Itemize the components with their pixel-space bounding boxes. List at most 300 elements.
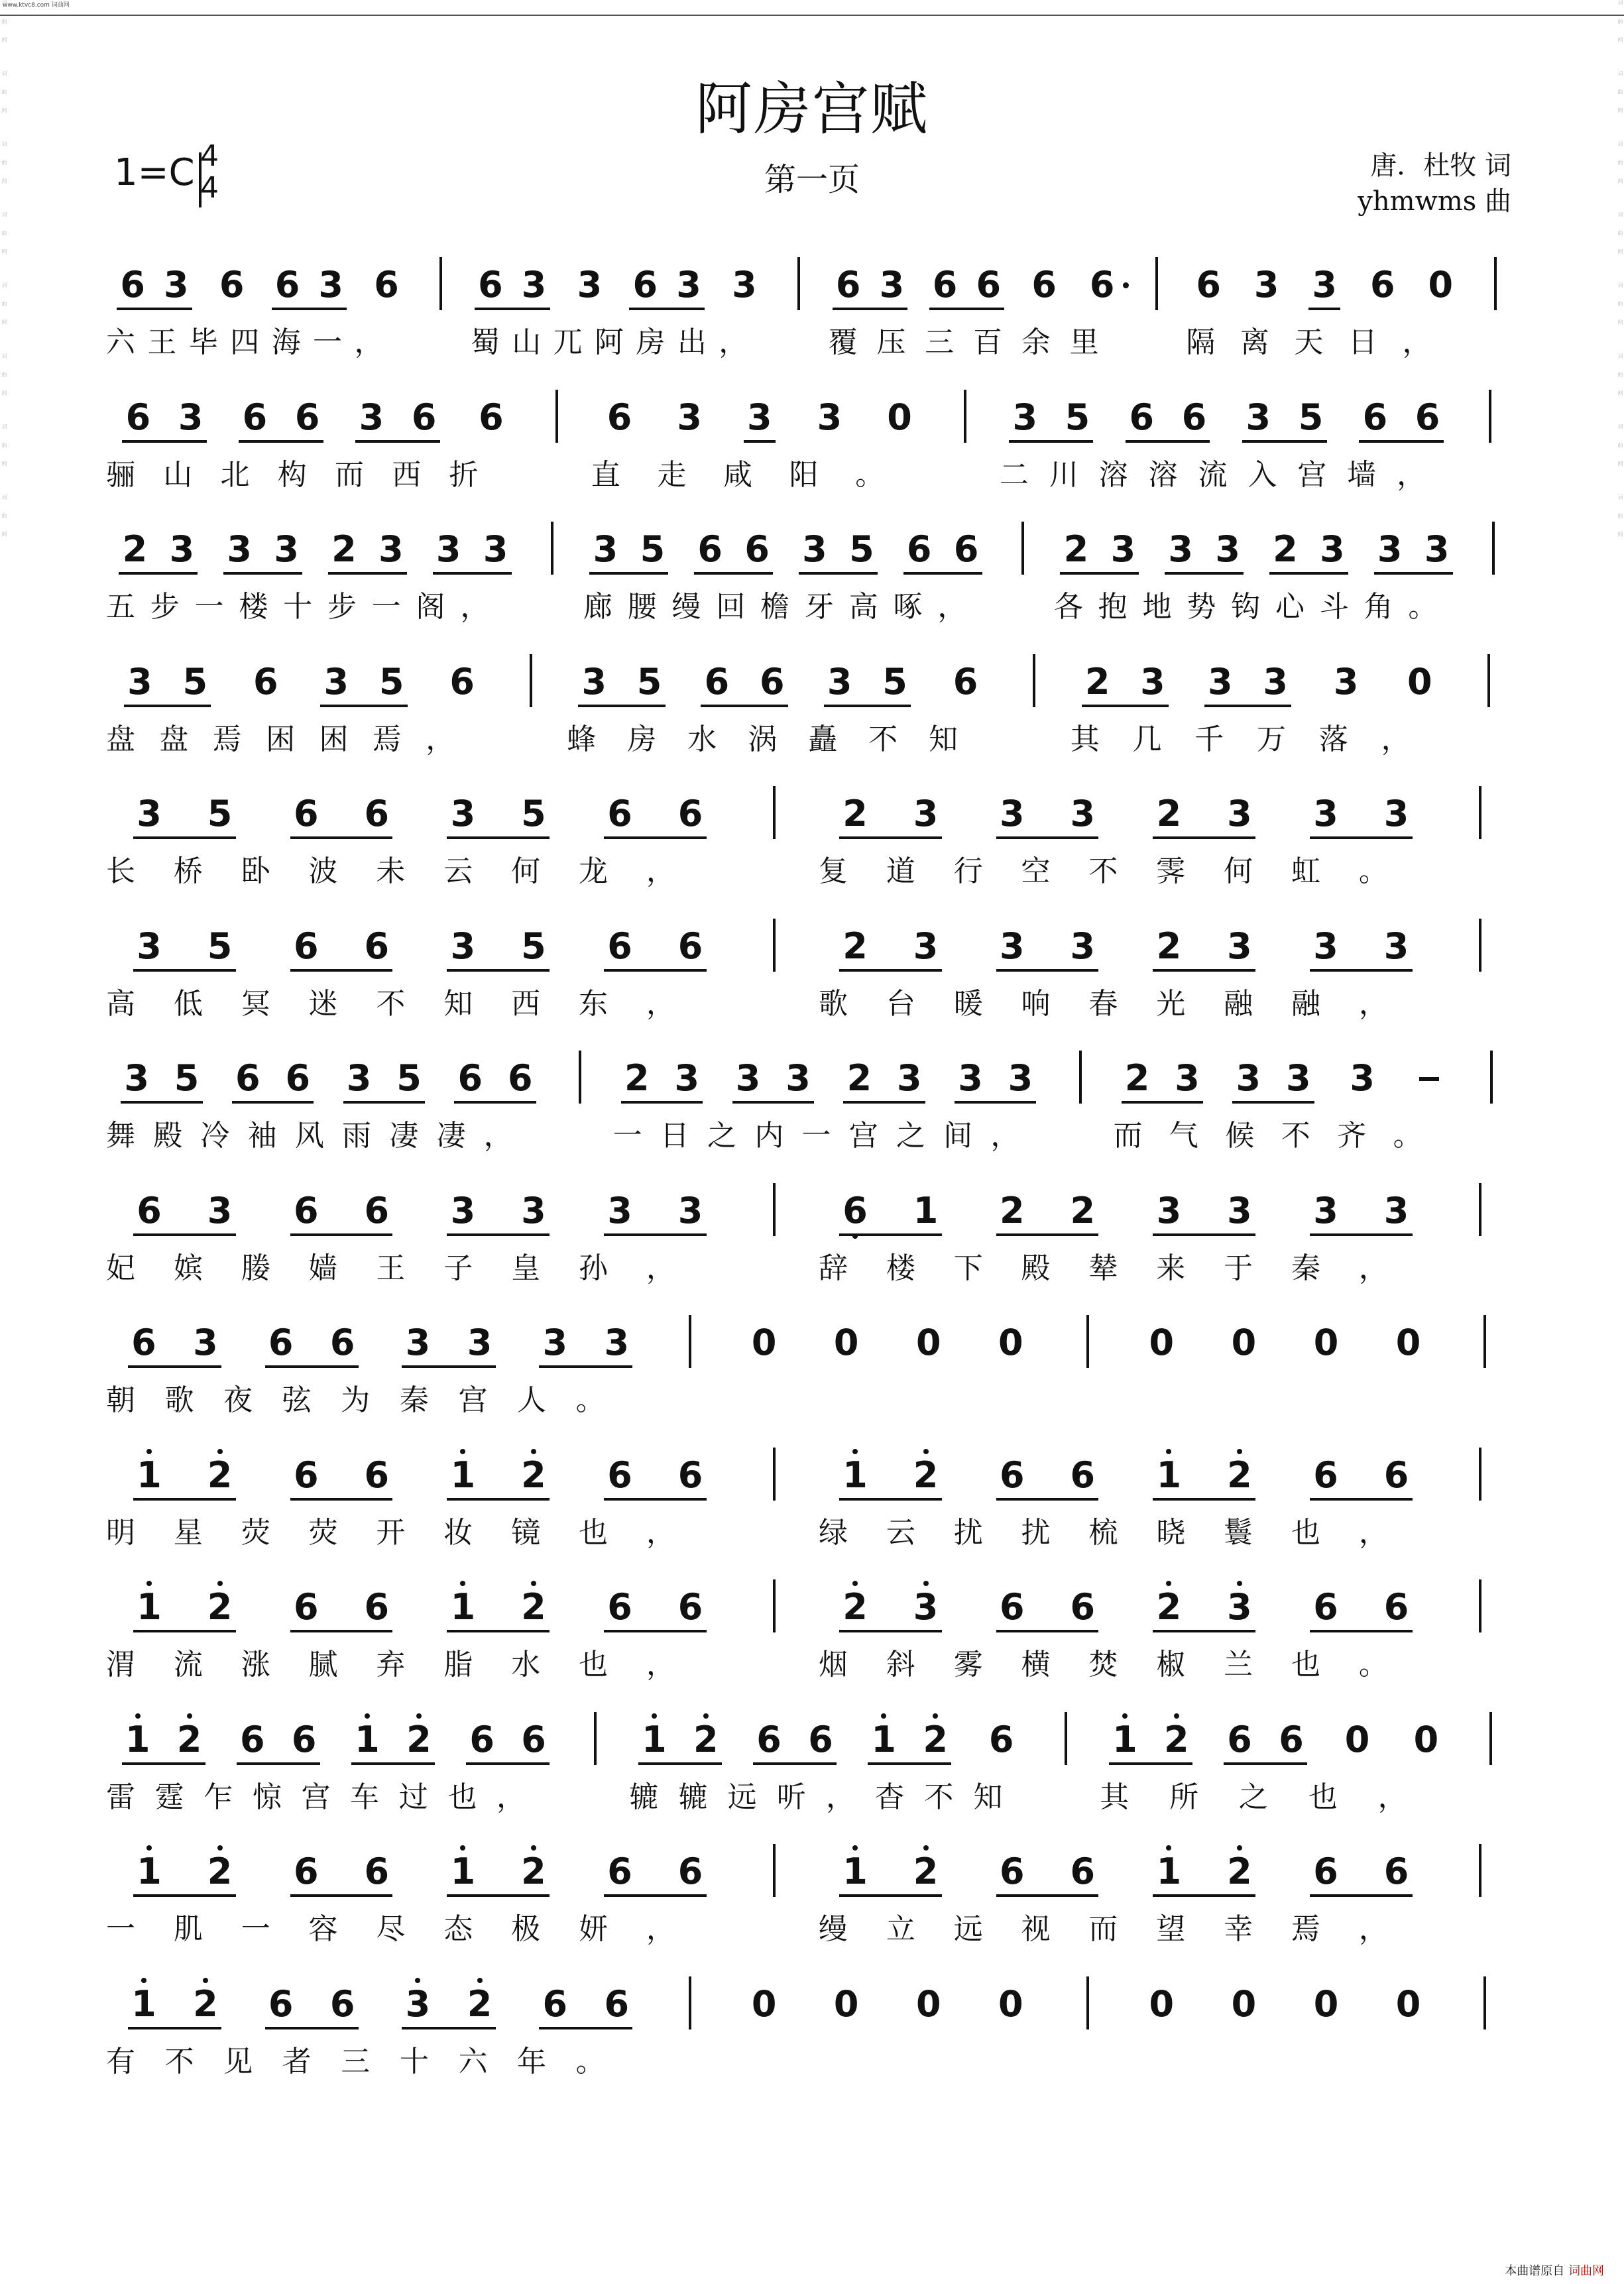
note: 6 [677, 793, 703, 834]
beam [1153, 1498, 1255, 1501]
beam [447, 1894, 550, 1897]
note: 6 [1085, 265, 1120, 305]
beam [578, 705, 665, 707]
note: 6 [1362, 396, 1388, 438]
note: 3 [732, 264, 757, 306]
time-signature [198, 141, 221, 204]
barline [1490, 1051, 1493, 1104]
note: 3 [207, 1189, 233, 1231]
note: 6 [364, 1189, 390, 1231]
note: 5 [636, 660, 662, 703]
lyric-phrase: 辘辘远听，杳不知 [629, 1780, 1023, 1814]
notation-line [0, 378, 1624, 451]
beam [475, 308, 550, 310]
lyric-phrase: 廊腰缦回檐牙高啄， [583, 590, 982, 624]
beam [128, 2027, 221, 2029]
barline [1479, 786, 1481, 839]
note: 2 [331, 528, 357, 570]
lyric-phrase: 有不见者三十六年。 [106, 2044, 635, 2079]
note: 2 [122, 528, 148, 570]
beam [1122, 1101, 1203, 1104]
note: 3 [318, 264, 343, 306]
note: 1 [132, 1456, 166, 1495]
note: 2 [1159, 1720, 1194, 1760]
beam [133, 1630, 236, 1632]
note: 5 [182, 660, 208, 703]
beam [124, 705, 211, 707]
beam [1126, 440, 1210, 443]
note: 3 [677, 1189, 703, 1231]
note: 3 [674, 1057, 700, 1099]
beam [320, 705, 407, 707]
notation-line [0, 1303, 1624, 1376]
beam [1165, 572, 1244, 575]
beam [604, 1894, 707, 1897]
note: 3 [1227, 793, 1252, 834]
note: 6 [906, 528, 932, 570]
lyricist: 唐．杜牧 词 [1370, 150, 1511, 181]
note: 2 [516, 1852, 551, 1892]
note: 6 [285, 1057, 311, 1099]
beam [839, 1894, 942, 1897]
barline [773, 919, 776, 972]
note: 6 [677, 1586, 703, 1628]
note: 3 [521, 264, 547, 306]
note: 1 [1151, 1456, 1186, 1495]
note: 6 [479, 396, 504, 438]
notation-line [0, 1700, 1624, 1773]
note: 6 [932, 264, 958, 306]
beam [868, 1762, 951, 1765]
note: 2 [909, 1456, 943, 1495]
note: 3 [450, 925, 476, 967]
beam [996, 969, 1099, 972]
lyric-phrase: 其所之也， [1100, 1780, 1448, 1814]
beam [1232, 1101, 1314, 1104]
note: 0 [751, 1322, 777, 1363]
barline [773, 1448, 776, 1501]
note: 6 [953, 660, 978, 703]
barline [439, 257, 442, 310]
note: 2 [1063, 528, 1089, 570]
beam [447, 1630, 550, 1632]
lyrics-line [0, 1905, 1624, 1945]
note: 3 [999, 925, 1025, 967]
barline [689, 1315, 691, 1368]
note: 2 [203, 1852, 237, 1892]
beam [1310, 836, 1413, 839]
barline [1483, 1315, 1486, 1368]
barline [555, 390, 558, 443]
note: 3 [127, 660, 152, 703]
note: 3 [676, 264, 701, 306]
beam [343, 1101, 425, 1104]
right-watermark: 词曲网 词曲网 词曲网 词曲网 词曲网 词曲网 词曲网 词曲网 [1617, 0, 1623, 550]
beam [1153, 836, 1255, 839]
footer-source: 本曲谱原自 [1505, 2264, 1565, 2278]
lyric-phrase: 蜀山兀阿房出， [470, 325, 760, 359]
note: 3 [124, 1057, 149, 1099]
note: 2 [909, 1852, 943, 1892]
note: 3 [879, 264, 905, 306]
beam [1242, 440, 1326, 443]
note: 3 [1313, 925, 1338, 967]
barline [1086, 1976, 1089, 2029]
note: 2 [1273, 528, 1298, 570]
beam [929, 308, 1005, 310]
note: 6 [131, 1322, 156, 1363]
beam [833, 308, 908, 310]
note: 6 [607, 1586, 632, 1628]
note: 3 [1253, 264, 1279, 306]
beam [1153, 1630, 1255, 1632]
beam [447, 836, 550, 839]
note: 5 [207, 925, 233, 967]
lyric-phrase: 烟斜雾横焚椒兰也。 [819, 1648, 1426, 1682]
note: 6 [469, 1718, 494, 1760]
note: 6 [274, 264, 300, 306]
lyric-phrase: 一肌一容尽态极妍， [106, 1912, 714, 1946]
beam [839, 969, 942, 972]
note: 3 [896, 1057, 922, 1099]
note: 3 [435, 528, 461, 570]
note: 1 [445, 1456, 480, 1495]
note: 3 [1208, 660, 1233, 703]
note: 3 [827, 660, 852, 703]
note: 3 [1383, 1189, 1409, 1231]
note: 6 [999, 1454, 1025, 1496]
beam [955, 1101, 1036, 1104]
lyric-phrase: 五步一楼十步一阁， [106, 590, 505, 624]
footer-site: 词曲网 [1568, 2264, 1604, 2278]
note: 3 [1313, 1189, 1338, 1231]
beam [447, 969, 550, 972]
beam [1153, 1894, 1255, 1897]
barline [530, 654, 532, 707]
note: 3 [581, 660, 607, 703]
note: 6 [457, 1057, 483, 1099]
lyric-phrase: 覆压三百余里 [828, 325, 1118, 359]
note: 2 [918, 1720, 953, 1760]
note: 6 [542, 1982, 568, 2025]
note: 0 [751, 1982, 777, 2025]
lyric-phrase: 直走咸阳。 [591, 457, 921, 492]
beam [1204, 705, 1291, 707]
beam [996, 1233, 1099, 1236]
beam [638, 1762, 722, 1765]
note: 6 [1313, 1454, 1338, 1496]
note: 6 [760, 660, 785, 703]
beam [133, 969, 236, 972]
note: 6 [293, 925, 319, 967]
beam [694, 572, 773, 575]
note: 3 [323, 660, 349, 703]
beam [466, 1762, 550, 1765]
note: 6 [364, 1851, 390, 1892]
lyrics-line [0, 1376, 1624, 1416]
note: 2 [1124, 1057, 1150, 1099]
note: 6 [808, 1718, 833, 1760]
note: 5 [174, 1057, 200, 1099]
beam [1153, 969, 1255, 972]
lyric-phrase: 盘盘焉困困焉， [106, 722, 479, 756]
lyric-phrase: 绿云扰扰梳晓鬟也， [819, 1515, 1426, 1550]
note: 3 [1227, 1189, 1252, 1231]
note: 3 [1424, 528, 1450, 570]
note: 3 [137, 925, 162, 967]
beam [1310, 1233, 1413, 1236]
note: 2 [1156, 925, 1182, 967]
note: 0 [1149, 1322, 1175, 1363]
beam [1269, 572, 1348, 575]
note: 3 [958, 1057, 983, 1099]
note: 3 [405, 1322, 431, 1363]
note: 3 [909, 1587, 943, 1627]
left-watermark: 词曲网 词曲网 词曲网 词曲网 词曲网 词曲网 词曲网 词曲网 [1, 0, 7, 550]
beam [290, 1233, 393, 1236]
beam [604, 969, 707, 972]
notation-line [0, 642, 1624, 715]
note: 0 [833, 1322, 859, 1363]
note: 6 [268, 1982, 294, 2025]
note: 3 [1383, 925, 1409, 967]
note: 0 [915, 1982, 941, 2025]
barline [773, 1844, 776, 1897]
note: 6 [953, 528, 979, 570]
lyrics-line [0, 2037, 1624, 2077]
beam [272, 308, 347, 310]
note: 6 [677, 925, 703, 967]
note: 3 [542, 1322, 568, 1363]
note: 2 [203, 1587, 237, 1627]
note: 3 [1012, 396, 1038, 438]
note: 6 [1070, 1586, 1096, 1628]
note: 2 [846, 1057, 872, 1099]
note: 2 [1156, 793, 1182, 834]
note: 1 [132, 1587, 166, 1627]
note: 6 [999, 1851, 1025, 1892]
note: 2 [1151, 1587, 1186, 1627]
lyric-phrase: 缦立远视而望幸焉， [819, 1912, 1426, 1946]
beam [701, 705, 787, 707]
beam [604, 836, 707, 839]
barline [594, 1712, 597, 1765]
note: 0 [1395, 1322, 1421, 1363]
note: 2 [172, 1720, 207, 1760]
beam [839, 1630, 942, 1632]
barline [1494, 257, 1497, 310]
beam [996, 1498, 1099, 1501]
note: 6 [137, 1189, 162, 1231]
note: 6 [1181, 396, 1207, 438]
note: 3 [450, 793, 476, 834]
note: 2 [999, 1189, 1025, 1231]
note: 3 [467, 1322, 493, 1363]
note: 5 [521, 793, 546, 834]
lyrics-line [0, 1244, 1624, 1284]
note: 5 [882, 660, 907, 703]
note: 1 [121, 1720, 155, 1760]
lyrics-line [0, 583, 1624, 622]
note: 1 [350, 1720, 384, 1760]
note: 1 [838, 1852, 872, 1892]
footer [1505, 2261, 1604, 2279]
lyric-phrase: 而气候不齐。 [1113, 1119, 1450, 1153]
note: 6 [293, 1851, 319, 1892]
note: 3 [1377, 528, 1403, 570]
note: 3 [1246, 396, 1271, 438]
note: 6 [744, 528, 770, 570]
beam [447, 1233, 550, 1236]
note: 1 [1108, 1720, 1142, 1760]
notation-line [0, 245, 1624, 318]
note: 3 [1168, 528, 1193, 570]
note: 5 [1065, 396, 1090, 438]
note: 0 [1407, 660, 1432, 703]
beam [121, 1101, 202, 1104]
note: 3 [450, 1189, 476, 1231]
note: 1 [132, 1852, 166, 1892]
note: 3 [178, 396, 203, 438]
note: 6 [374, 264, 399, 306]
barline [1479, 1844, 1481, 1897]
note: 2 [188, 1984, 223, 2024]
beam [328, 572, 407, 575]
beam [732, 1101, 814, 1104]
note: 6 [1415, 396, 1440, 438]
note: 6 [1279, 1718, 1304, 1760]
song-title: 阿房宫赋 [695, 76, 929, 143]
beam [290, 836, 393, 839]
notation-line [0, 1832, 1624, 1905]
note: 5 [378, 660, 404, 703]
note: 6 [604, 1982, 630, 2025]
beam [237, 1762, 320, 1765]
page-label: 第一页 [764, 161, 860, 198]
note: 6 [329, 1982, 355, 2025]
note: 2 [624, 1057, 650, 1099]
note: 3 [1312, 264, 1337, 306]
note: 0 [1149, 1982, 1175, 2025]
barline [1479, 1448, 1481, 1501]
note: 0 [1313, 1322, 1339, 1363]
note: 6 [239, 1718, 265, 1760]
beam [996, 1894, 1099, 1897]
note: 6 [293, 1189, 319, 1231]
note: 0 [1395, 1982, 1421, 2025]
beam [133, 836, 236, 839]
note: 3 [1140, 660, 1165, 703]
note: 6 [521, 1718, 546, 1760]
note: 2 [516, 1456, 551, 1495]
beam [402, 2027, 495, 2029]
note: 1 [445, 1852, 480, 1892]
lyric-phrase: 渭流涨腻弃脂水也， [106, 1648, 714, 1682]
beam [454, 1101, 536, 1104]
note: 6 [1031, 264, 1057, 306]
note: 6 [253, 660, 278, 703]
lyric-phrase: 明星荧荧开妆镜也， [106, 1515, 714, 1550]
beam [133, 1894, 236, 1897]
note: 6 [364, 1454, 390, 1496]
barline [1492, 522, 1495, 575]
note: 3 [913, 793, 939, 834]
key-signature: 1=C [114, 151, 195, 194]
note: 3 [1350, 1057, 1375, 1099]
beam [232, 1101, 314, 1104]
note: 1 [866, 1720, 901, 1760]
beam [1109, 1762, 1192, 1765]
note: 6 [838, 1191, 872, 1231]
note: 3 [1236, 1057, 1261, 1099]
note: 3 [1008, 1057, 1033, 1099]
note: 1 [637, 1720, 671, 1760]
beam [996, 1630, 1099, 1632]
barline [1483, 1976, 1486, 2029]
meter-bottom: 4 [200, 171, 219, 205]
lyric-phrase: 高低冥迷不知西东， [106, 986, 714, 1021]
barline [1155, 257, 1158, 310]
note: 6 [677, 1851, 703, 1892]
site-url[interactable]: www.ktvc8.com 词曲网 [3, 2, 70, 9]
note: 6 [507, 1057, 533, 1099]
note: 6 [120, 264, 145, 306]
barline [1021, 522, 1024, 575]
beam [128, 1365, 221, 1368]
note: 5 [207, 793, 233, 834]
note: 1 [913, 1189, 939, 1231]
barline [1033, 654, 1035, 707]
beam [1308, 308, 1340, 310]
lyrics-line [0, 451, 1624, 490]
note: 0 [915, 1322, 941, 1363]
beam [1374, 572, 1453, 575]
beam [539, 1365, 632, 1368]
barline [964, 390, 966, 443]
note: 0 [1344, 1718, 1370, 1760]
note: 1 [445, 1587, 480, 1627]
lyric-phrase: 各抱地势钩心斗角。 [1054, 590, 1453, 624]
note: 6 [607, 1454, 632, 1496]
note: 6 [268, 1322, 294, 1363]
note: 6 [242, 396, 268, 438]
lyrics-line [0, 715, 1624, 755]
note: 3 [1156, 1189, 1182, 1231]
note: 6 [449, 660, 475, 703]
beam [447, 1498, 550, 1501]
lyrics-line [0, 1509, 1624, 1548]
note: 2 [838, 1587, 872, 1627]
note: 3 [746, 396, 772, 438]
lyrics-line [0, 980, 1624, 1019]
note: 6 [1070, 1454, 1096, 1496]
note: 0 [887, 396, 912, 438]
beam [744, 440, 776, 443]
beam [265, 1365, 359, 1368]
note: 6 [125, 396, 151, 438]
note: 3 [802, 528, 827, 570]
note: 6 [411, 396, 437, 438]
note: 6 [756, 1718, 782, 1760]
beam [1310, 1630, 1413, 1632]
note: 3 [1227, 925, 1252, 967]
beam [604, 1630, 707, 1632]
lyric-phrase: 辞楼下殿辇来于秦， [819, 1251, 1426, 1285]
sustain-dash [1419, 1077, 1439, 1081]
beam [629, 308, 705, 310]
beam [589, 572, 668, 575]
note: 3 [604, 1322, 630, 1363]
